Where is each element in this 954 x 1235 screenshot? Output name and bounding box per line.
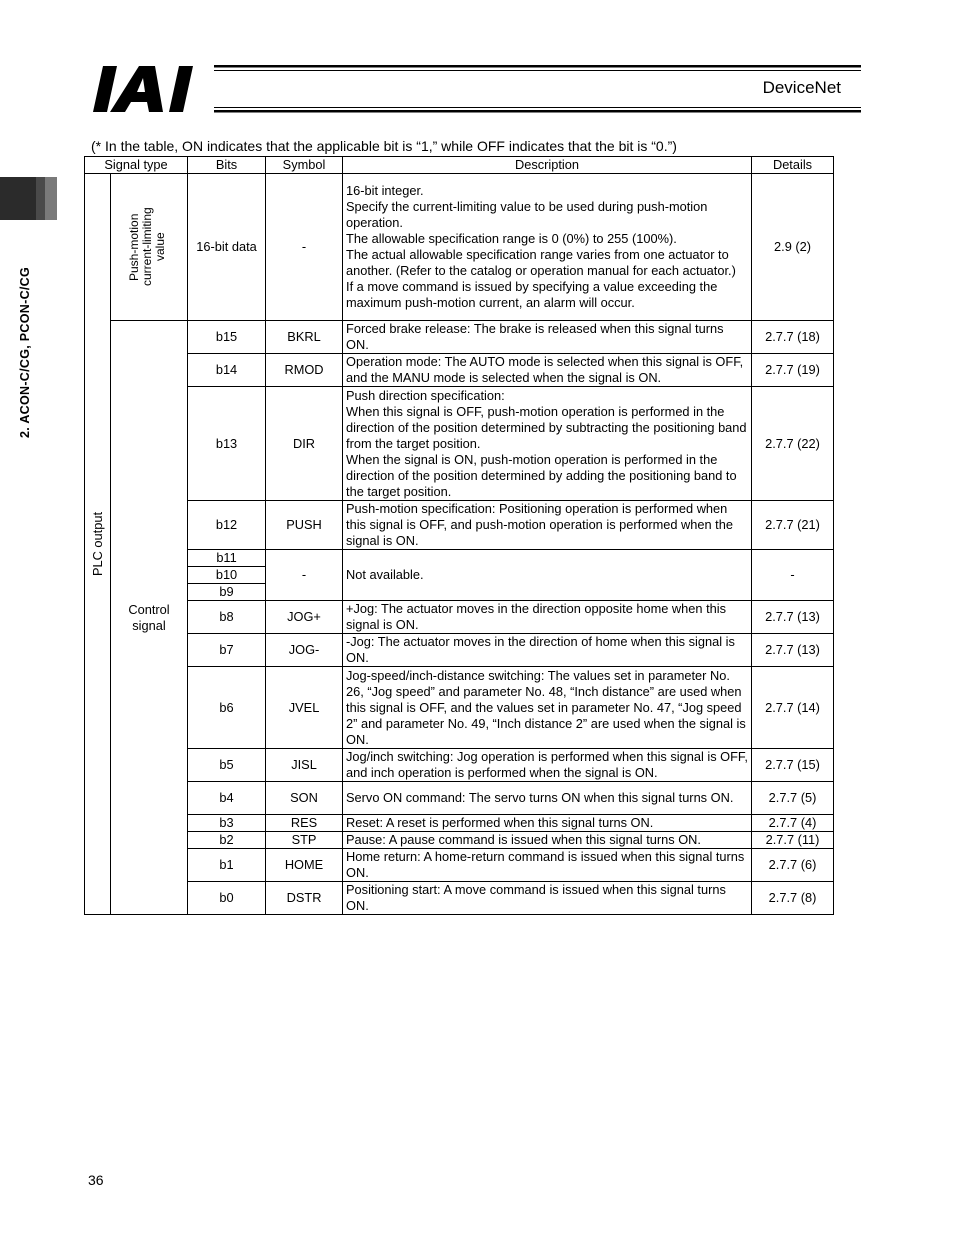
plc-output-label: PLC output [89, 511, 105, 577]
bits-cell: b11 [188, 550, 266, 567]
desc-line: +Jog: The actuator moves in the direction opposite home when this signal is ON. [346, 601, 726, 632]
description-cell [343, 354, 752, 387]
symbol-cell: BKRL [266, 321, 343, 354]
desc-line: Servo ON command: The servo turns ON when this signal turns ON. [346, 790, 734, 805]
table-row [85, 667, 834, 749]
symbol-cell: HOME [266, 849, 343, 882]
details-cell: 2.7.7 (22) [752, 387, 834, 501]
symbol-cell: SON [266, 782, 343, 815]
header-signal-type: Signal type [85, 157, 188, 174]
table-row [85, 815, 834, 832]
symbol-cell: PUSH [266, 501, 343, 550]
description-cell [343, 174, 752, 321]
desc-line: Push direction specification: [346, 387, 505, 403]
description-cell [343, 634, 752, 667]
details-cell: 2.7.7 (18) [752, 321, 834, 354]
symbol-cell: - [266, 174, 343, 321]
table-row [85, 749, 834, 782]
details-cell: 2.9 (2) [752, 174, 834, 321]
push-label-cell [111, 174, 188, 321]
desc-line: Specify the current-limiting value to be used during push-motion operation. [346, 199, 708, 230]
desc-line: The allowable specification range is 0 (0%) to 255 (100%). [346, 231, 677, 246]
header-details: Details [752, 157, 834, 174]
symbol-cell: JOG- [266, 634, 343, 667]
desc-line: Not available. [346, 567, 424, 582]
desc-line: Jog-speed/inch-distance switching: The values set in parameter No. 26, “Jog speed” and parameter No. 48, “Inch distance” are used when this signal is OFF, and the values set in parameter No. 47, “Jog speed 2” and parameter No. 49, “Inch distance 2” are used when the signal is ON. [346, 667, 746, 747]
details-cell: 2.7.7 (5) [752, 782, 834, 815]
symbol-cell: RMOD [266, 354, 343, 387]
details-cell: 2.7.7 (19) [752, 354, 834, 387]
bits-cell: b4 [188, 782, 266, 815]
details-cell: - [752, 550, 834, 601]
bits-cell: b13 [188, 387, 266, 501]
table-row [85, 387, 834, 501]
desc-line: Forced brake release: The brake is released when this signal turns ON. [346, 321, 724, 352]
bits-cell: b12 [188, 501, 266, 550]
plc-output-table [84, 156, 834, 915]
bits-cell: b8 [188, 601, 266, 634]
table-row [85, 321, 834, 354]
symbol-cell: JISL [266, 749, 343, 782]
details-cell: 2.7.7 (11) [752, 832, 834, 849]
desc-line: Jog/inch switching: Jog operation is performed when this signal is OFF, and inch operation is performed when the signal is ON. [346, 749, 748, 780]
chapter-tab [0, 177, 36, 220]
description-cell [343, 815, 752, 832]
symbol-cell: RES [266, 815, 343, 832]
table-row [85, 782, 834, 815]
control-signal-cell: Control signal [111, 321, 188, 915]
details-cell: 2.7.7 (21) [752, 501, 834, 550]
table-row [85, 550, 834, 567]
table-row [85, 354, 834, 387]
details-cell: 2.7.7 (8) [752, 882, 834, 915]
bits-cell: b6 [188, 667, 266, 749]
desc-line: Home return: A home-return command is issued when this signal turns ON. [346, 849, 745, 880]
bits-cell: b5 [188, 749, 266, 782]
bits-cell: b9 [188, 584, 266, 601]
symbol-cell: DSTR [266, 882, 343, 915]
description-cell [343, 849, 752, 882]
symbol-cell: JOG+ [266, 601, 343, 634]
symbol-cell: - [266, 550, 343, 601]
header-bits: Bits [188, 157, 266, 174]
header-title: DeviceNet [762, 78, 841, 97]
iai-logo [93, 66, 211, 112]
table-row [85, 882, 834, 915]
details-cell: 2.7.7 (13) [752, 634, 834, 667]
symbol-cell: STP [266, 832, 343, 849]
desc-line: Positioning start: A move command is issued when this signal turns ON. [346, 882, 726, 913]
desc-line: When this signal is OFF, push-motion operation is performed in the direction of the position determined by subtracting the positioning band from the target position. [346, 403, 747, 451]
description-cell [343, 501, 752, 550]
bits-cell: 16-bit data [188, 174, 266, 321]
desc-line: When the signal is ON, push-motion operation is performed in the direction of the position determined by adding the positioning band to the target position. [346, 451, 737, 499]
bits-cell: b10 [188, 567, 266, 584]
desc-line: -Jog: The actuator moves in the direction of home when this signal is ON. [346, 634, 735, 665]
description-cell [343, 550, 752, 601]
bits-cell: b14 [188, 354, 266, 387]
desc-line: The actual allowable specification range varies from one actuator to another. (Refer to the catalog or operation manual for each actuator.) [346, 247, 736, 278]
table-row [85, 849, 834, 882]
table-row [85, 832, 834, 849]
details-cell: 2.7.7 (15) [752, 749, 834, 782]
page-number: 36 [88, 1172, 104, 1188]
symbol-cell: JVEL [266, 667, 343, 749]
table-row [85, 174, 834, 321]
details-cell: 2.7.7 (6) [752, 849, 834, 882]
desc-line: Pause: A pause command is issued when this signal turns ON. [346, 832, 701, 847]
description-cell [343, 832, 752, 849]
desc-line: Push-motion specification: Positioning operation is performed when this signal is OFF, and push-motion operation is performed when the signal is ON. [346, 501, 733, 548]
header-symbol: Symbol [266, 157, 343, 174]
bits-cell: b15 [188, 321, 266, 354]
bits-cell: b0 [188, 882, 266, 915]
desc-line: 16-bit integer. [346, 183, 424, 198]
description-cell [343, 782, 752, 815]
symbol-cell: DIR [266, 387, 343, 501]
desc-line: Operation mode: The AUTO mode is selected when this signal is OFF, and the MANU mode is selected when the signal is ON. [346, 354, 744, 385]
header-description: Description [343, 157, 752, 174]
table-row [85, 501, 834, 550]
desc-line: If a move command is issued by specifying a value exceeding the maximum push-motion current, an alarm will occur. [346, 279, 718, 310]
description-cell [343, 601, 752, 634]
description-cell [343, 387, 752, 501]
details-cell: 2.7.7 (14) [752, 667, 834, 749]
description-cell [343, 749, 752, 782]
details-cell: 2.7.7 (13) [752, 601, 834, 634]
table-note: (* In the table, ON indicates that the applicable bit is “1,” while OFF indicates that the bit is “0.”) [91, 138, 677, 154]
chapter-tab-mid [36, 177, 45, 220]
chapter-label: 2. ACON-C/CG, PCON-C/CG [18, 266, 32, 438]
details-cell: 2.7.7 (4) [752, 815, 834, 832]
bits-cell: b3 [188, 815, 266, 832]
description-cell [343, 321, 752, 354]
desc-line: Reset: A reset is performed when this signal turns ON. [346, 815, 654, 830]
bits-cell: b1 [188, 849, 266, 882]
table-row [85, 634, 834, 667]
bits-cell: b2 [188, 832, 266, 849]
plc-output-cell [85, 174, 111, 915]
push-label: Push-motion current-limiting value [127, 207, 167, 287]
table-row [85, 601, 834, 634]
bits-cell: b7 [188, 634, 266, 667]
description-cell [343, 667, 752, 749]
description-cell [343, 882, 752, 915]
